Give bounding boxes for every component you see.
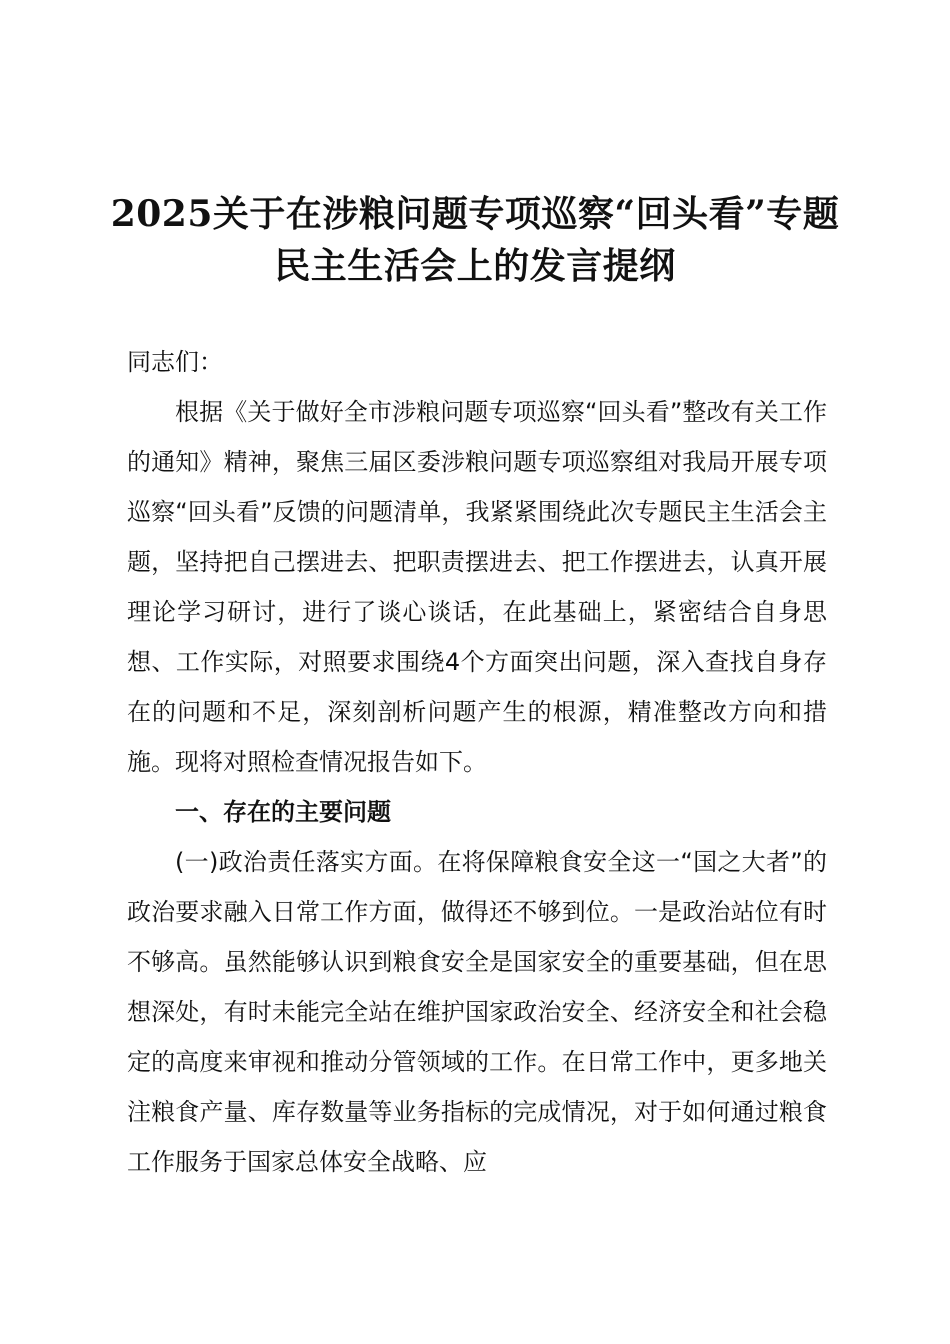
document-title: 2025关于在涉粮问题专项巡察“回头看”专题民主生活会上的发言提纲 — [110, 193, 840, 287]
intro-paragraph: 根据《关于做好全市涉粮问题专项巡察“回头看”整改有关工作的通知》精神，聚焦三届区委涉粮问题专项巡察组对我局开展专项巡察“回头看”反馈的问题清单，我紧紧围绕此次专题民主生活会主题，坚持把自己摆进去、把职责摆进去、把工作摆进去，认真开展理论学习研讨，进行了谈心谈话，在此基础上，紧密结合自身思想、工作实际，对照要求围绕4个方面突出问题，深入查找自身存在的问题和不足，深刻剖析问题产生的根源，精准整改方向和措施。现将对照检查情况报告如下。 — [127, 398, 827, 776]
document-body — [127, 337, 827, 1187]
section-heading: 一、存在的主要问题 — [175, 798, 391, 826]
section-paragraph: (一)政治责任落实方面。在将保障粮食安全这一“国之大者”的政治要求融入日常工作方面，做得还不够到位。一是政治站位有时不够高。虽然能够认识到粮食安全是国家安全的重要基础，但在思想深处，有时未能完全站在维护国家政治安全、经济安全和社会稳定的高度来审视和推动分管领域的工作。在日常工作中，更多地关注粮食产量、库存数量等业务指标的完成情况，对于如何通过粮食工作服务于国家总体安全战略、应 — [127, 848, 827, 1176]
salutation: 同志们： — [127, 348, 223, 376]
